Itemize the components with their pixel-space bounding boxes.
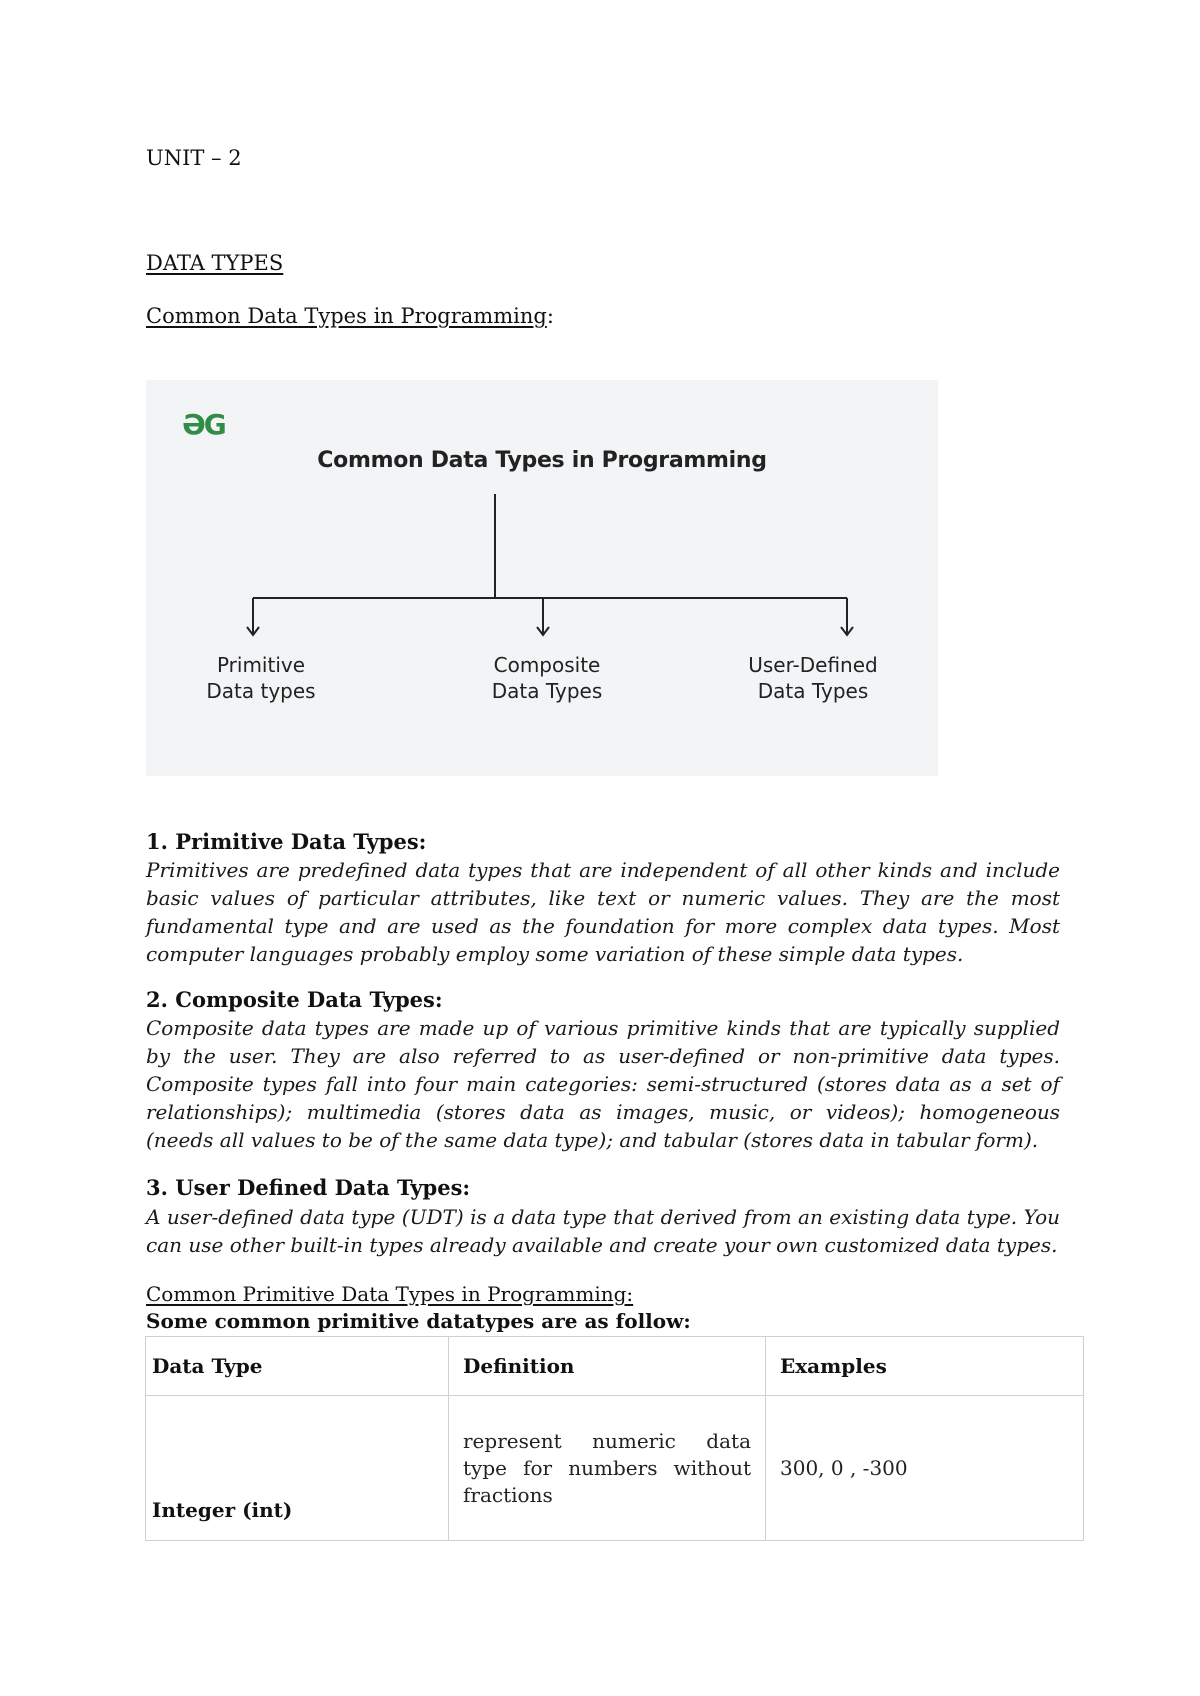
node-line1: Primitive	[216, 653, 306, 677]
table-row	[146, 1396, 1084, 1541]
data-types-heading: DATA TYPES	[146, 251, 284, 275]
node-line2: Data Types	[757, 679, 869, 703]
common-heading-text: Common Data Types in Programming	[146, 304, 547, 328]
gfg-logo-icon: ƏG	[182, 408, 225, 441]
unit-heading: UNIT – 2	[146, 146, 242, 170]
primitive-types-heading: Common Primitive Data Types in Programming:	[146, 1282, 634, 1306]
intro-line: Some common primitive datatypes are as follow:	[146, 1309, 691, 1333]
cell-type: Integer (int)	[146, 1396, 449, 1541]
header-examples: Examples	[766, 1337, 1084, 1396]
node-line2: Data types	[206, 679, 316, 703]
cell-examples: 300, 0 , -300	[766, 1396, 1084, 1541]
header-definition: Definition	[449, 1337, 766, 1396]
common-heading-colon: :	[546, 304, 554, 328]
node-primitive	[161, 652, 361, 704]
header-data-type: Data Type	[146, 1337, 449, 1396]
section-body-composite: Composite data types are made up of various primitive kinds that are typically supplied by the user. They are also referred to as user-defined or non-primitive data types. Composite types fall into four main categories: semi-structured (stores data as a set of relationships); multimedia (stores data as images, music, or videos); homogeneous (needs all values to be of the same data type); and tabular (stores data in tabular form).	[146, 1016, 1060, 1152]
section-body-primitive: Primitives are predefined data types that are independent of all other kinds and include basic values of particular attributes, like text or numeric values. They are the most fundamental type and are used as the foundation for more complex data types. Most computer languages probably employ some variation of these simple data types.	[146, 858, 1060, 966]
node-line1: Composite	[493, 653, 601, 677]
common-data-types-heading	[146, 304, 554, 328]
section-heading-composite: 2. Composite Data Types:	[146, 987, 443, 1012]
diagram-connectors	[146, 380, 938, 776]
section-heading-user-defined: 3. User Defined Data Types:	[146, 1175, 471, 1200]
cell-definition: represent numeric data type for numbers without fractions	[449, 1396, 766, 1541]
primitive-types-table	[145, 1336, 1084, 1541]
node-user-defined	[713, 652, 913, 704]
section-heading-primitive: 1. Primitive Data Types:	[146, 829, 427, 854]
table-header-row	[146, 1337, 1084, 1396]
node-composite	[447, 652, 647, 704]
data-types-diagram	[146, 380, 938, 776]
section-body-user-defined: A user-defined data type (UDT) is a data type that derived from an existing data type. You can use other built-in types already available and create your own customized data types.	[146, 1205, 1060, 1257]
diagram-title: Common Data Types in Programming	[317, 448, 767, 473]
node-line2: Data Types	[491, 679, 603, 703]
node-line1: User-Defined	[748, 653, 878, 677]
